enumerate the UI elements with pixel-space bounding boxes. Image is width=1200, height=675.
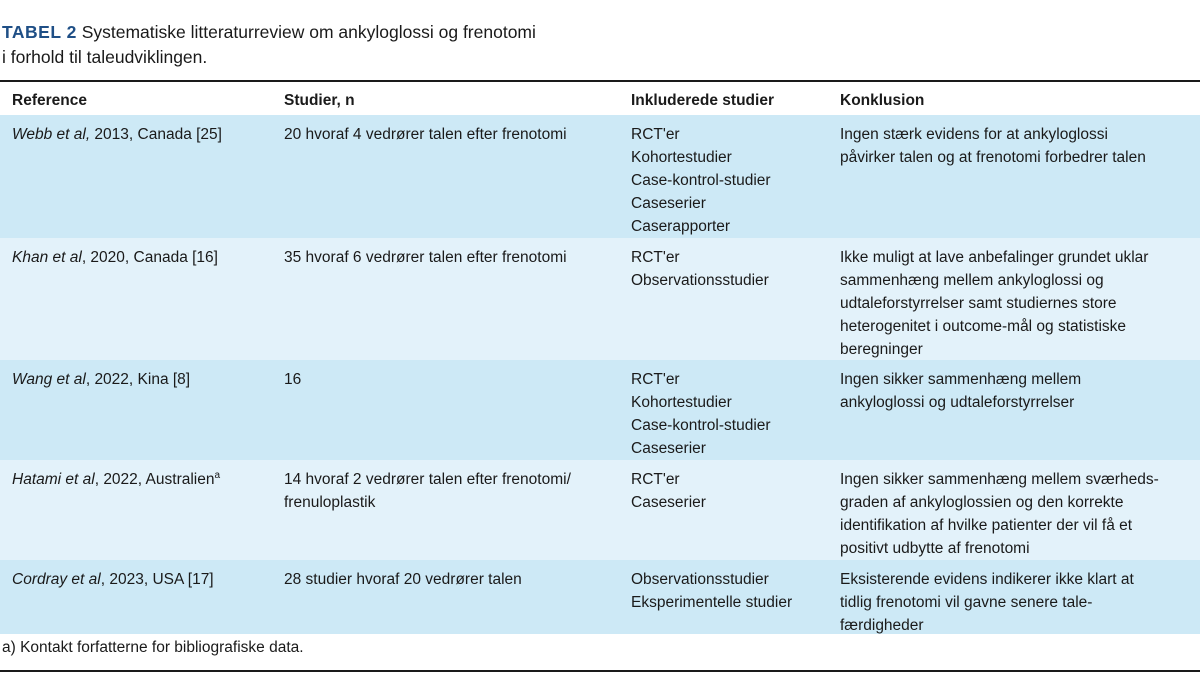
studier-line: 20 hvoraf 4 vedrører talen efter frenotomi [284,126,567,143]
study-type: Caseserier [631,440,706,457]
study-type: Caseserier [631,195,706,212]
studier-cell [284,468,624,514]
reference-cell [12,123,274,146]
table-row [0,115,1200,238]
header-studier: Studier, n [284,92,355,109]
table-row [0,560,1200,634]
study-type: Caserapporter [631,218,731,235]
study-type: Observationsstudier [631,272,769,289]
konklusion-line: udtaleforstyrrelser samt studiernes store [840,295,1117,312]
study-type: Kohortestudier [631,149,732,166]
studier-line: 16 [284,371,302,388]
author-name: Khan et al [12,249,82,266]
inkluderede-cell [631,568,831,614]
reference-details: , 2020, Canada [16] [81,249,218,266]
study-type: Case-kontrol-studier [631,172,771,189]
studier-cell [284,123,624,146]
reference-details: 2013, Canada [25] [90,126,222,143]
studier-cell [284,568,624,591]
konklusion-cell [840,246,1190,361]
study-type: Case-kontrol-studier [631,417,771,434]
table-title-line-2: i forhold til taleudviklingen. [2,47,208,67]
studier-line: frenuloplastik [284,494,376,511]
study-type: Eksperimentelle studier [631,594,793,611]
author-name: Hatami et al [12,471,95,488]
studier-line: 35 hvoraf 6 vedrører talen efter frenotomi [284,249,567,266]
reference-cell [12,568,274,591]
konklusion-line: ankyloglossi og udtaleforstyrrelser [840,394,1075,411]
reference-cell [12,246,274,269]
table-title-line-1: Systematiske litteraturreview om ankyloglossi og frenotomi [81,22,536,42]
study-type: RCT'er [631,249,680,266]
table-row [0,360,1200,460]
header-inkluderede-studier: Inkluderede studier [631,92,774,109]
study-type: Observationsstudier [631,571,769,588]
konklusion-cell [840,468,1190,560]
footnote-marker: a [214,469,221,481]
studier-cell [284,368,624,391]
reference-cell [12,368,274,391]
inkluderede-cell [631,368,831,460]
konklusion-line: heterogenitet i outcome-mål og statistiske [840,318,1127,335]
konklusion-line: færdigheder [840,617,924,634]
reference-cell [12,468,274,491]
author-name: Webb et al, [12,126,91,143]
reference-details: , 2022, Kina [8] [85,371,191,388]
author-name: Wang et al [12,371,86,388]
studier-line: 28 studier hvoraf 20 vedrører talen [284,571,522,588]
study-type: RCT'er [631,371,680,388]
konklusion-line: Ingen sikker sammenhæng mellem sværheds- [840,471,1159,488]
inkluderede-cell [631,123,831,238]
konklusion-line: Eksisterende evidens indikerer ikke klart at [840,571,1134,588]
table-caption [2,20,762,70]
header-konklusion: Konklusion [840,92,925,109]
table-row [0,460,1200,560]
inkluderede-cell [631,246,831,292]
konklusion-line: Ikke muligt at lave anbefalinger grundet uklar [840,249,1149,266]
konklusion-cell [840,368,1190,414]
konklusion-line: beregninger [840,341,923,358]
author-name: Cordray et al [12,571,101,588]
study-type: Kohortestudier [631,394,732,411]
reference-details: , 2022, Australien [94,471,215,488]
study-type: RCT'er [631,126,680,143]
reference-details: , 2023, USA [17] [100,571,214,588]
konklusion-line: identifikation af hvilke patienter der vil få et [840,517,1133,534]
table-header-row [0,82,1200,115]
table-number-label: TABEL 2 [2,22,77,42]
konklusion-line: tidlig frenotomi vil gavne senere tale- [840,594,1093,611]
studier-cell [284,246,624,269]
konklusion-line: påvirker talen og at frenotomi forbedrer talen [840,149,1146,166]
konklusion-line: Ingen stærk evidens for at ankyloglossi [840,126,1108,143]
table-footnote: a) Kontakt forfatterne for bibliografiske data. [2,639,304,656]
inkluderede-cell [631,468,831,514]
study-type: Caseserier [631,494,706,511]
header-reference: Reference [12,92,87,109]
studier-line: 14 hvoraf 2 vedrører talen efter frenotomi/ [284,471,571,488]
konklusion-cell [840,568,1190,637]
konklusion-line: graden af ankyloglossien og den korrekte [840,494,1124,511]
study-type: RCT'er [631,471,680,488]
table-row [0,238,1200,360]
konklusion-line: Ingen sikker sammenhæng mellem [840,371,1082,388]
table-bottom-rule [0,670,1200,672]
konklusion-line: positivt udbytte af frenotomi [840,540,1030,557]
konklusion-cell [840,123,1190,169]
konklusion-line: sammenhæng mellem ankyloglossi og [840,272,1104,289]
